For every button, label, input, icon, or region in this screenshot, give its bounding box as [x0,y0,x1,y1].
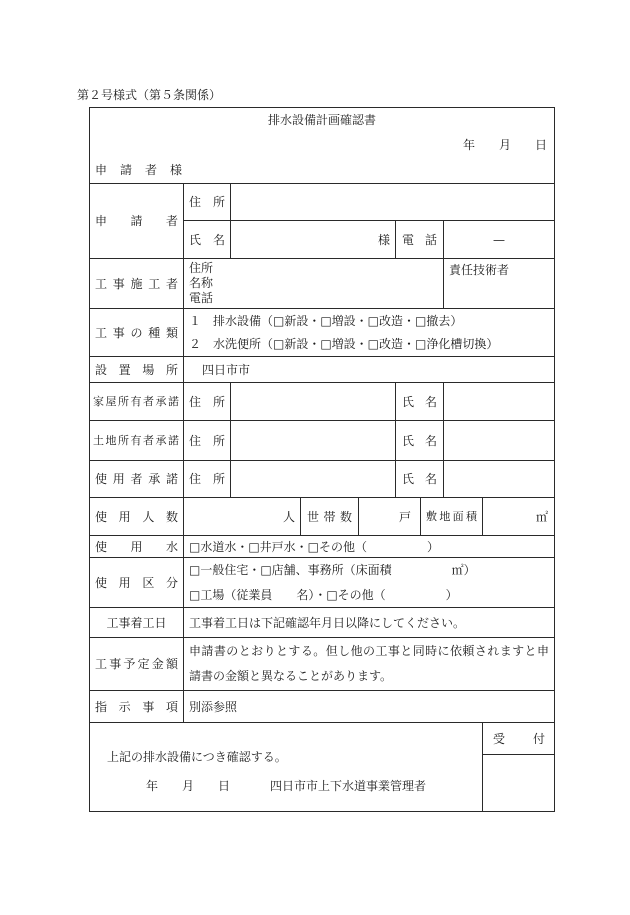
occupancy-label-text: 使用人数 [95,509,178,524]
applicant-name-field [231,221,396,259]
confirmation-date: 年 月 日 [146,779,231,793]
location-value: 四日市市 [202,362,251,377]
site-area-label [421,498,483,536]
usage-options [184,558,555,608]
site-area-field [483,498,555,536]
start-date-note [184,608,555,638]
phone-separator: — [493,232,505,247]
applicant-label-text: 申請者 [95,214,178,228]
site-area-label-text: 敷地面積 [426,509,477,523]
persons-unit: 人 [282,509,295,524]
house-owner-address-label [184,383,231,421]
land-owner-name-field [444,421,555,461]
households-label-text: 世帯数 [307,509,352,524]
usage-label-text: 使用区分 [95,575,178,590]
estimated-cost-note [184,638,555,691]
responsible-engineer-label: 責任技術者 [449,263,510,277]
land-owner-address-field [231,421,396,461]
location-field [184,357,555,383]
responsible-engineer [444,259,555,309]
contractor-name-label: 名称 [189,276,214,290]
land-owner-consent-label-text: 土地所有者承諾 [93,433,179,447]
work-type-label-text: 工事の種類 [95,325,178,340]
land-owner-address-label [184,421,231,461]
reception-label-text: 受付 [493,731,545,746]
instructions-label [90,691,184,723]
user-address-label-text: 住所 [189,472,225,486]
instructions-value: 別添参照 [189,699,238,714]
applicant-phone-field [444,221,555,259]
water-source-options-text: □水道水・□井戸水・□その他（ ） [189,539,440,554]
reception-stamp-box [483,755,555,812]
user-address-label [184,461,231,498]
user-consent-label [90,461,184,498]
work-type-option-toilet: ２ 水洗便所（□新設・□増設・□改造・□浄化槽切換） [189,336,499,351]
estimated-cost-note-line-2: 請書の金額と異なることがあります。 [189,669,393,683]
applicant-phone-label [396,221,444,259]
applicant-address-label-text: 住所 [189,195,225,209]
form-title: 排水設備計画確認書 [267,113,376,127]
applicant-label [90,184,184,259]
start-date-note-text: 工事着工日は下記確認年月日以降にしてください。 [189,615,466,630]
work-type-option-drainage: １ 排水設備（□新設・□増設・□改造・□撤去） [189,313,463,328]
application-date: 年 月 日 [462,138,547,152]
contractor-info [184,259,444,309]
house-owner-address-field [231,383,396,421]
form-table [89,107,555,812]
contractor-label [90,259,184,309]
instructions-label-text: 指示事項 [95,699,178,714]
addressee: 申請者様 [95,163,182,177]
water-source-label-text: 使用水 [95,539,178,554]
issuer: 四日市市上下水道事業管理者 [270,779,427,793]
user-name-field [444,461,555,498]
user-name-label [396,461,444,498]
confirmation-section [90,723,483,812]
land-owner-consent-label [90,421,184,461]
applicant-address-field [231,184,555,221]
form-number: 第２号様式（第５条関係） [77,88,222,102]
house-owner-name-label-text: 氏名 [402,394,437,409]
house-owner-name-field [444,383,555,421]
estimated-cost-label [90,638,184,691]
house-owner-consent-label [90,383,184,421]
households-label [301,498,359,536]
user-consent-label-text: 使用者承諾 [95,472,178,486]
usage-option-factory-other: □工場（従業員 名）・□その他（ ） [189,587,458,602]
water-source-label [90,536,184,558]
contractor-address-label: 住所 [189,261,214,275]
usage-label [90,558,184,608]
households-field [359,498,421,536]
contractor-label-text: 工事施工者 [95,276,178,291]
applicant-name-label-text: 氏名 [189,232,225,247]
applicant-name-label [184,221,231,259]
work-type-options [184,309,555,357]
applicant-address-label [184,184,231,221]
land-owner-name-label [396,421,444,461]
households-unit: 戸 [398,509,411,524]
title-section [90,108,555,184]
usage-option-residential-commercial: □一般住宅・□店舗、事務所（床面積 ㎡） [189,562,476,577]
reception-label [483,723,555,755]
site-area-unit: ㎡ [535,509,548,524]
house-owner-name-label [396,383,444,421]
house-owner-address-label-text: 住所 [189,394,225,409]
start-date-label [90,608,184,638]
location-label [90,357,184,383]
location-label-text: 設置場所 [95,362,178,377]
land-owner-address-label-text: 住所 [189,433,225,448]
house-owner-consent-label-text: 家屋所有者承諾 [93,394,179,408]
persons-field [184,498,301,536]
estimated-cost-note-line-1: 申請書のとおりとする。但し他の工事と同時に依頼されますと申 [189,644,549,658]
work-type-label [90,309,184,357]
applicant-phone-label-text: 電話 [402,232,437,247]
start-date-label-text: 工事着工日 [106,615,167,630]
user-address-field [231,461,396,498]
land-owner-name-label-text: 氏名 [402,433,437,448]
water-source-options [184,536,555,558]
contractor-phone-label: 電話 [189,291,214,305]
confirmation-statement: 上記の排水設備につき確認する。 [107,750,287,764]
honorific: 様 [377,232,390,247]
occupancy-label [90,498,184,536]
user-name-label-text: 氏名 [402,472,437,486]
estimated-cost-label-text: 工事予定金額 [95,657,178,671]
instructions-field [184,691,555,723]
